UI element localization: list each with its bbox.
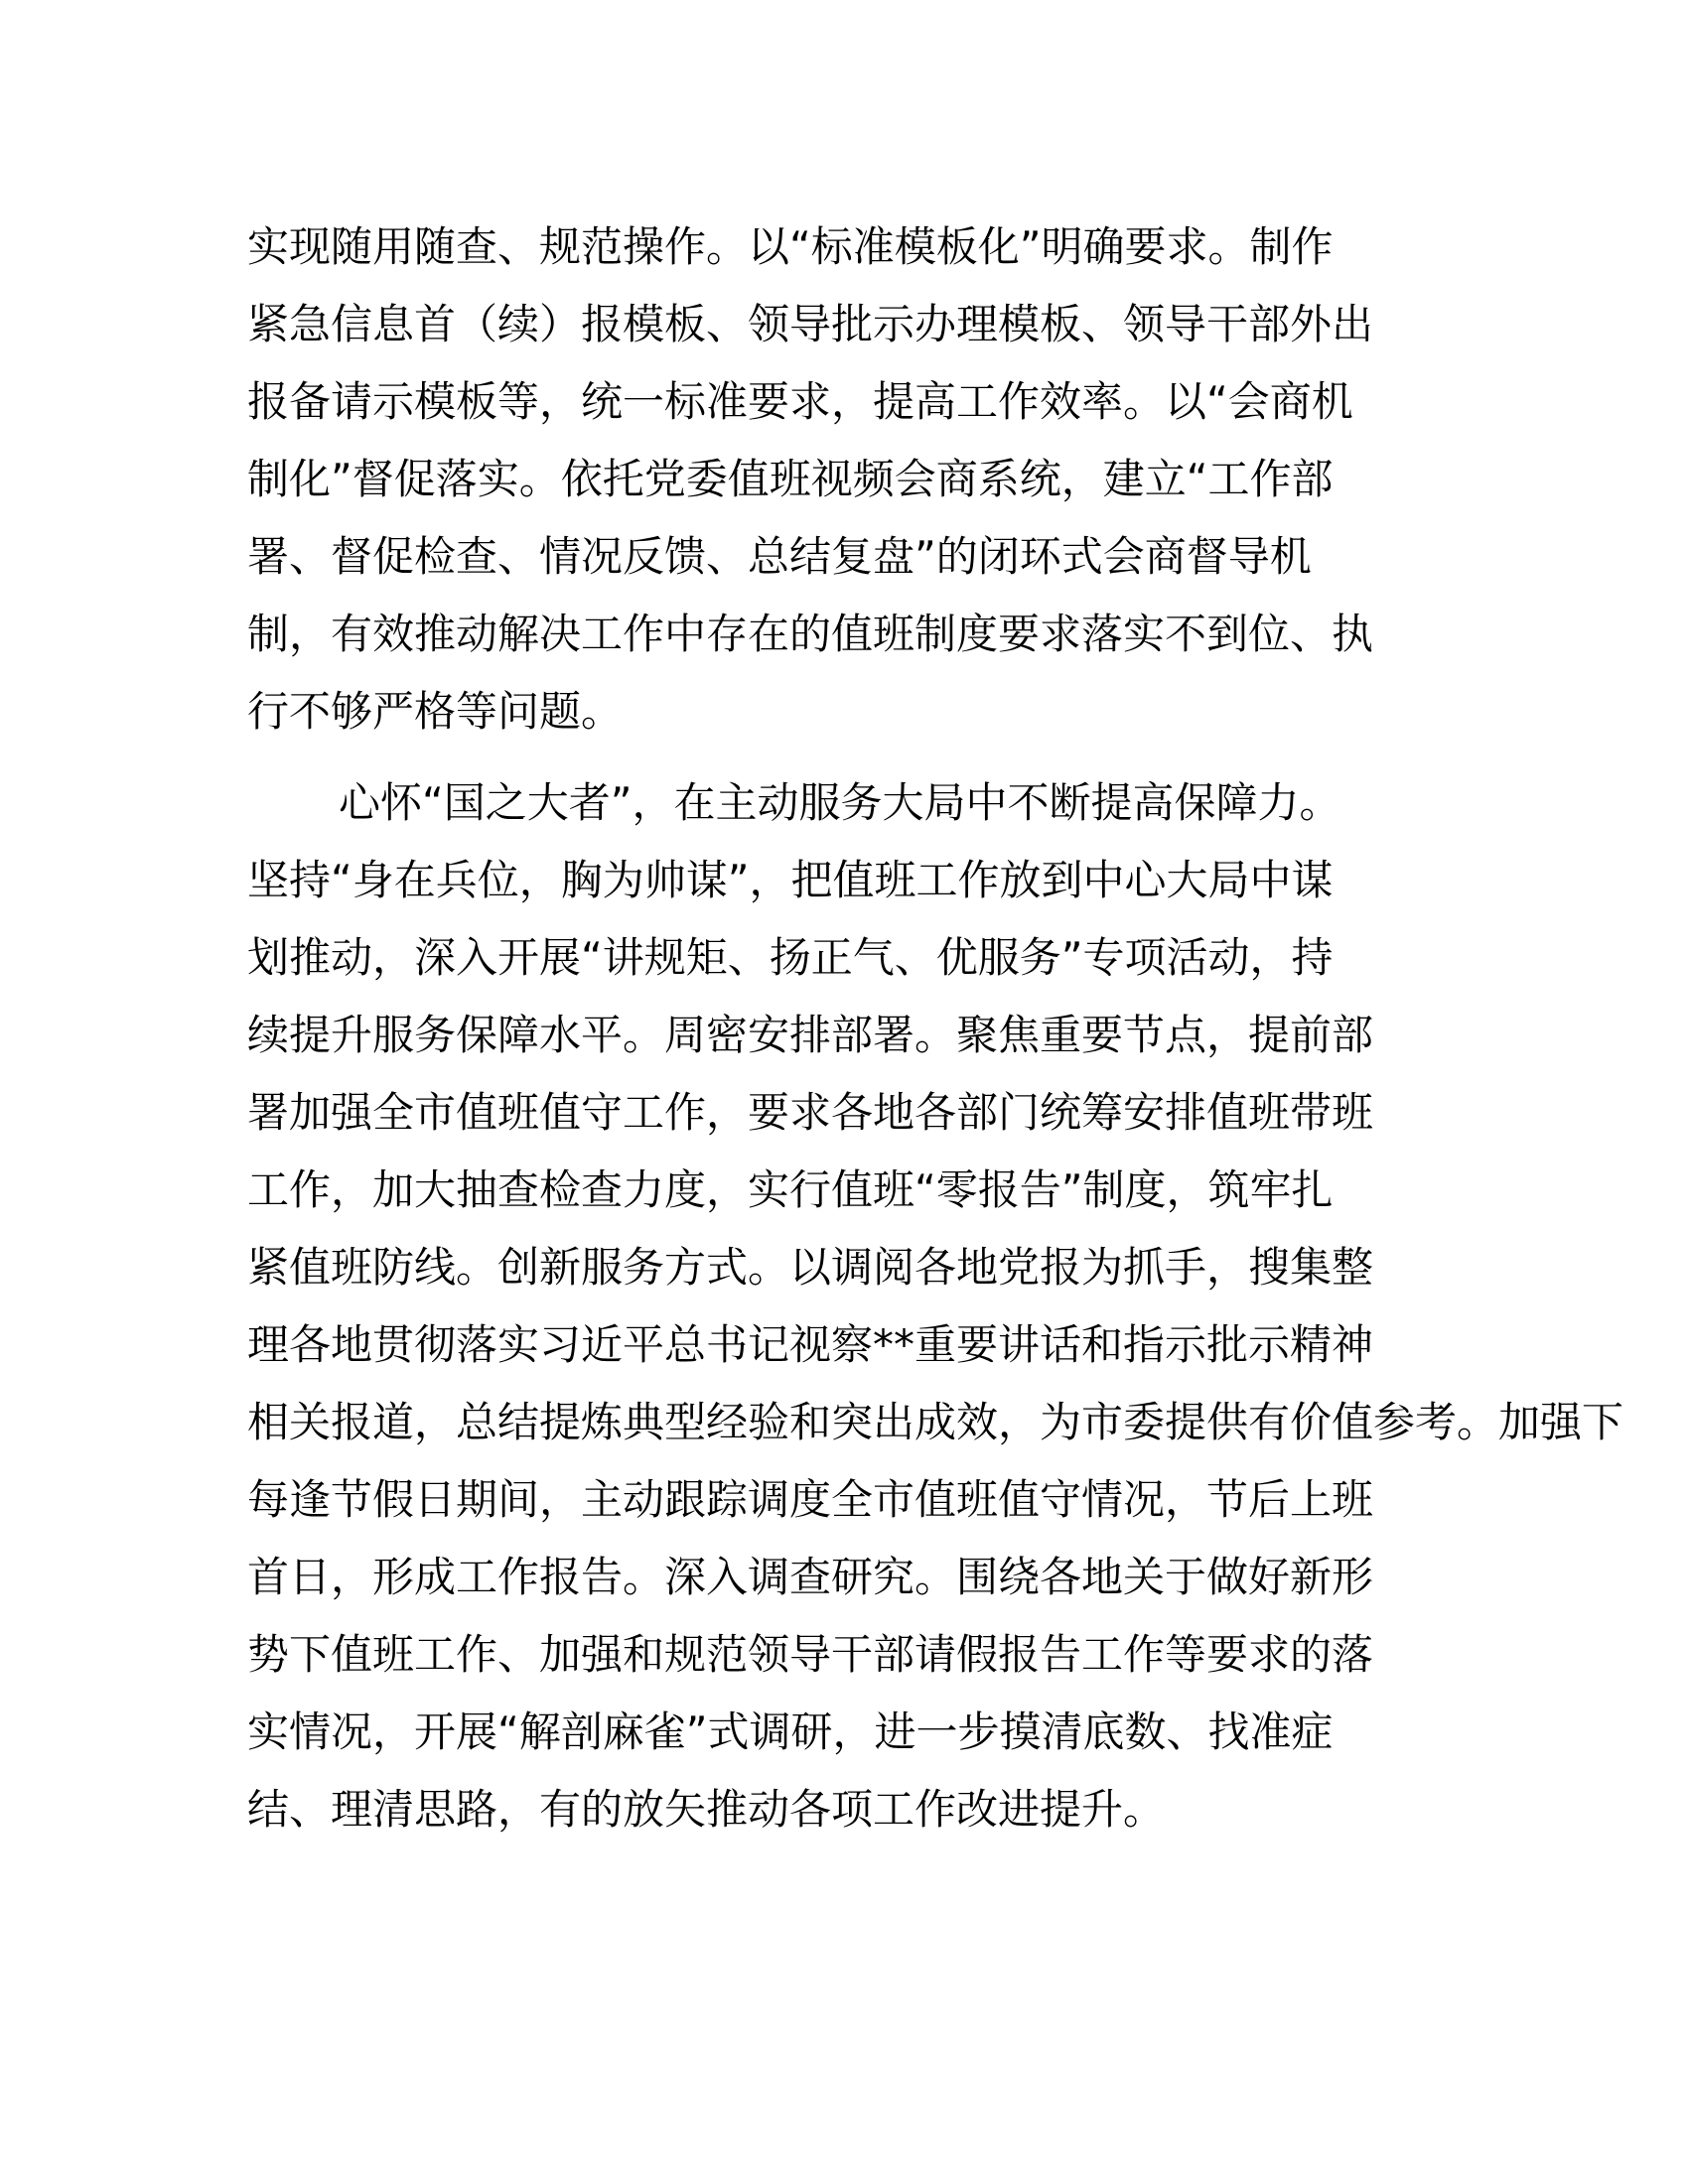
text-line: 划推动，深入开展“讲规矩、扬正气、优服务”专项活动，持: [247, 933, 1334, 982]
text-line: 紧值班防线。创新服务方式。以调阅各地党报为抓手，搜集整: [247, 1243, 1374, 1292]
text-line: 制化”督促落实。依托党委值班视频会商系统，建立“工作部: [247, 455, 1334, 503]
document-body: [247, 208, 1657, 1848]
text-line: 心怀“国之大者”，在主动服务大局中不断提高保障力。: [339, 778, 1341, 827]
text-line: 结、理清思路，有的放矢推动各项工作改进提升。: [247, 1785, 1166, 1834]
text-line: 制，有效推动解决工作中存在的值班制度要求落实不到位、执: [247, 610, 1374, 658]
text-line: 报备请示模板等，统一标准要求，提高工作效率。以“会商机: [247, 377, 1353, 426]
text-line: 理各地贯彻落实习近平总书记视察**重要讲话和指示批示精神: [247, 1320, 1374, 1369]
text-line: 署加强全市值班值守工作，要求各地各部门统筹安排值班带班: [247, 1088, 1374, 1137]
paragraph-1: [247, 208, 1657, 751]
text-line: 署、督促检查、情况反馈、总结复盘”的闭环式会商督导机: [247, 532, 1312, 581]
text-line: 实情况，开展“解剖麻雀”式调研，进一步摸清底数、找准症: [247, 1707, 1334, 1756]
text-line: 紧急信息首（续）报模板、领导批示办理模板、领导干部外出: [247, 300, 1374, 348]
paragraph-2: [247, 764, 1657, 1848]
text-line: 行不够严格等问题。: [247, 687, 624, 736]
text-line: 相关报道，总结提炼典型经验和突出成效，为市委提供有价值参考。加强下: [247, 1398, 1624, 1446]
text-line: 首日，形成工作报告。深入调查研究。围绕各地关于做好新形: [247, 1553, 1374, 1601]
text-line: 实现随用随查、规范操作。以“标准模板化”明确要求。制作: [247, 222, 1334, 271]
text-line: 坚持“身在兵位，胸为帅谋”，把值班工作放到中心大局中谋: [247, 856, 1334, 904]
text-line: 续提升服务保障水平。周密安排部署。聚焦重要节点，提前部: [247, 1011, 1374, 1059]
text-line: 每逢节假日期间，主动跟踪调度全市值班值守情况，节后上班: [247, 1475, 1374, 1524]
text-line: 工作，加大抽查检查力度，实行值班“零报告”制度，筑牢扎: [247, 1165, 1334, 1214]
text-line: 势下值班工作、加强和规范领导干部请假报告工作等要求的落: [247, 1630, 1374, 1679]
